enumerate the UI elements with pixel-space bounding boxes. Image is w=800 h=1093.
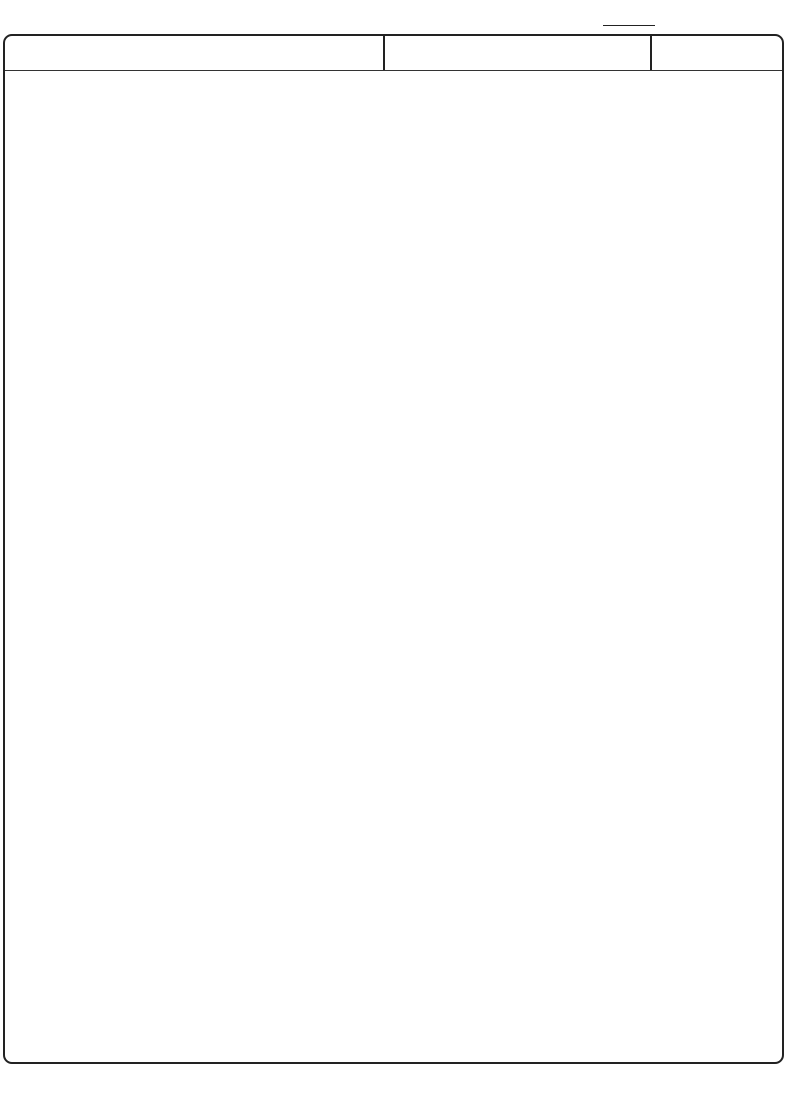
test-number — [603, 4, 655, 26]
column-header-problem — [652, 36, 784, 70]
column-header-incorrect — [5, 36, 385, 70]
column-header-row — [5, 36, 784, 71]
distribution-chart-table — [3, 34, 784, 1064]
excel-math-logo — [708, 0, 776, 32]
column-header-missing — [385, 36, 652, 70]
page-header — [0, 0, 800, 34]
